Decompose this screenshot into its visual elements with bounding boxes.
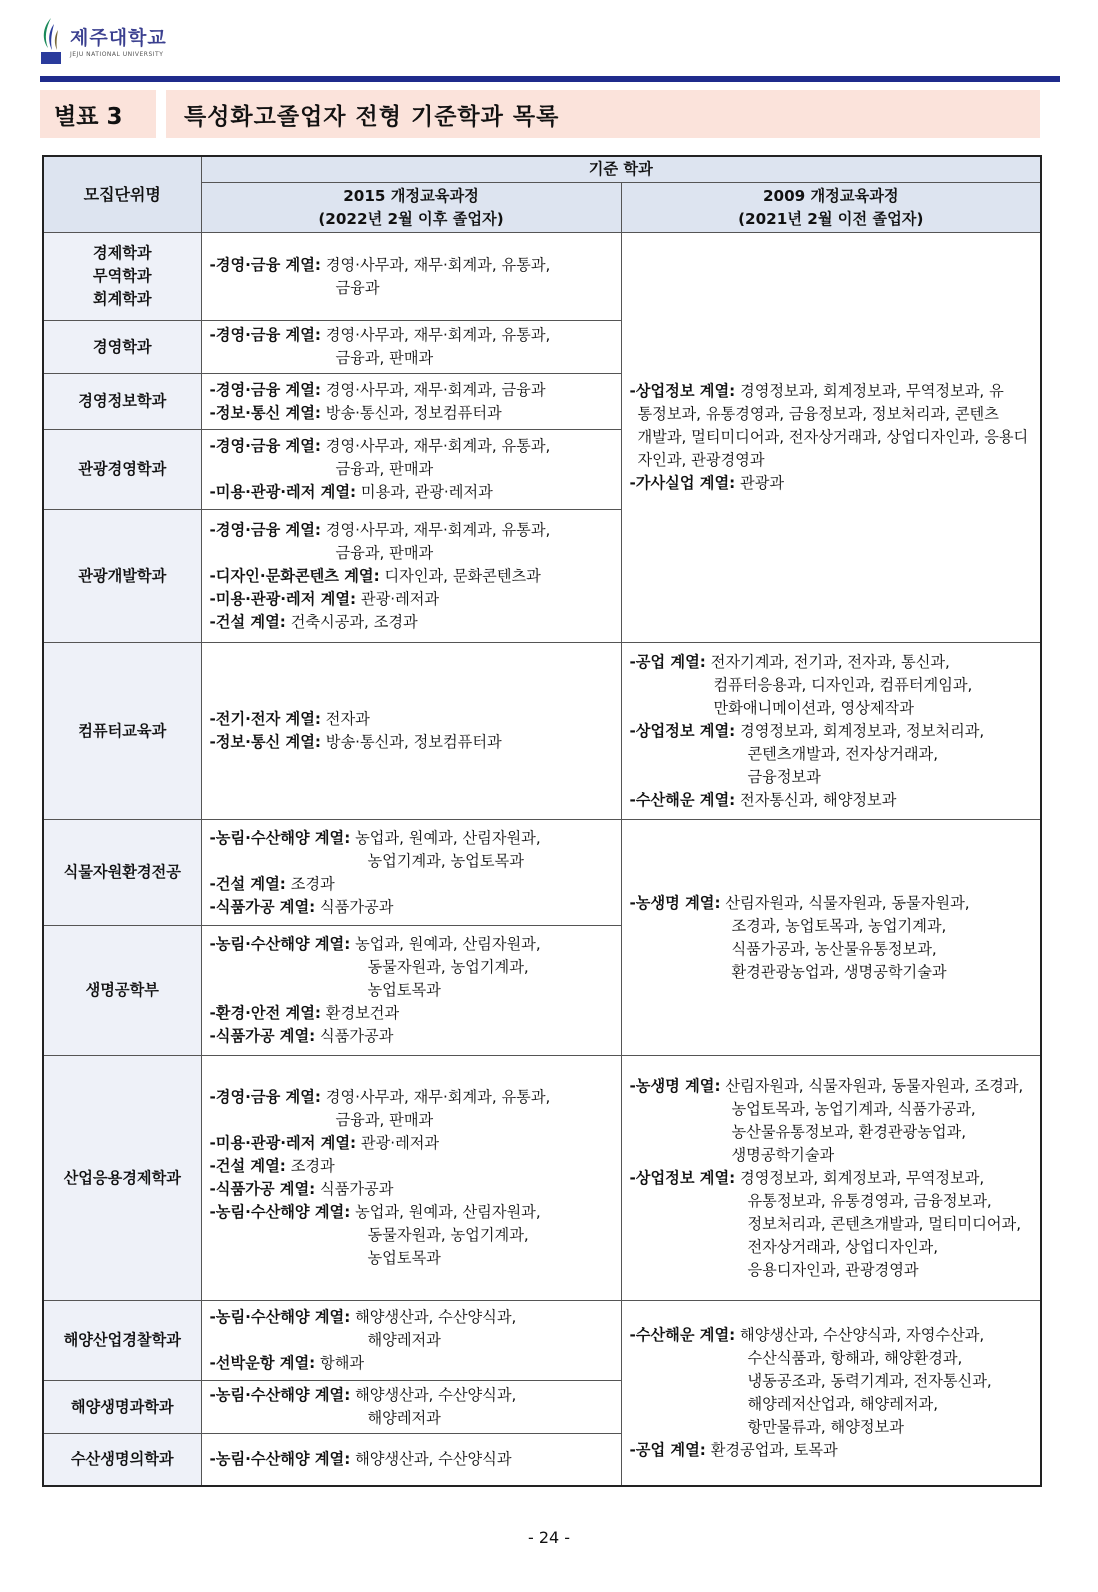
- unit-cell: [43, 233, 201, 321]
- department-list: 해양생산과, 수산양식과,: [355, 1308, 517, 1326]
- criteria-line: [210, 827, 613, 850]
- criteria-line: [210, 1352, 613, 1375]
- criteria-2015-cell: [201, 374, 621, 430]
- criteria-line: [210, 565, 613, 588]
- department-list: 산림자원과, 식물자원과, 동물자원과, 조경과,: [725, 1076, 1024, 1095]
- header-2009: [621, 183, 1041, 233]
- unit-cell: [43, 643, 201, 820]
- criteria-line: 자인과, 관광경영과: [637, 451, 765, 469]
- criteria-line: [210, 873, 613, 896]
- track-label: -선박운항 계열:: [209, 1354, 316, 1372]
- header-group: 기준 학과: [201, 156, 1041, 183]
- track-label: -식품가공 계열:: [209, 1027, 316, 1045]
- criteria-2015-cell: [201, 1301, 621, 1381]
- track-label: -상업정보 계열:: [629, 721, 736, 740]
- criteria-line: [210, 1086, 613, 1109]
- department-list: 농업과, 원예과, 산림자원과,: [355, 1203, 541, 1221]
- department-list: 항해과: [320, 1354, 365, 1372]
- criteria-line: [210, 1178, 613, 1201]
- unit-name: 컴퓨터교육과: [78, 721, 167, 740]
- criteria-line: [210, 1002, 613, 1025]
- header-2009-sub: (2021년 2월 이전 졸업자): [738, 209, 924, 228]
- criteria-line: 해양레저과: [367, 1409, 441, 1427]
- header-unit: 모집단위명: [43, 156, 201, 233]
- unit-name: 해양생명과학과: [70, 1397, 174, 1416]
- unit-name: 경영학과: [92, 337, 152, 356]
- unit-cell: [43, 1056, 201, 1301]
- logo-korean-text: 제주대학교: [70, 26, 167, 49]
- unit-name: 산업응용경제학과: [63, 1168, 181, 1187]
- unit-name: 무역학과: [92, 267, 152, 285]
- unit-cell: [43, 321, 201, 374]
- criteria-line: 응용디자인과, 관광경영과: [747, 1260, 919, 1279]
- criteria-line: 농업토목과: [367, 1249, 441, 1267]
- department-list: 관광과: [740, 474, 785, 492]
- unit-cell: [43, 374, 201, 430]
- criteria-line: [630, 892, 1033, 915]
- criteria-line: 조경과, 농업토목과, 농업기계과,: [731, 916, 947, 935]
- criteria-2015-cell: [201, 233, 621, 321]
- department-list: 조경과: [290, 874, 335, 893]
- track-label: -미용·관광·레저 계열:: [209, 589, 357, 608]
- criteria-line: 금융과, 판매과: [335, 349, 434, 367]
- department-list: 관광·레저과: [360, 1134, 440, 1152]
- criteria-line: 개발과, 멀티미디어과, 전자상거래과, 상업디자인과, 응용디: [637, 428, 1029, 446]
- table-row: [43, 643, 1041, 820]
- criteria-2015-cell: [201, 643, 621, 820]
- page-number: - 24 -: [527, 1528, 571, 1547]
- department-list: 경영·사무과, 재무·회계과, 유통과,: [325, 326, 551, 344]
- unit-name: 생명공학부: [85, 981, 159, 999]
- criteria-line: [210, 402, 613, 425]
- criteria-2015-cell: [201, 1056, 621, 1301]
- track-label: -농생명 계열:: [629, 893, 721, 912]
- unit-cell: [43, 926, 201, 1056]
- department-list: 디자인과, 문화콘텐츠과: [384, 566, 541, 585]
- criteria-line: 통정보과, 유통경영과, 금융정보과, 정보처리과, 콘텐츠: [637, 405, 999, 423]
- department-list: 환경공업과, 토목과: [710, 1440, 838, 1459]
- department-list: 경영정보과, 회계정보과, 정보처리과,: [740, 721, 985, 740]
- criteria-line: [630, 1167, 1033, 1190]
- department-list: 조경과: [290, 1157, 335, 1175]
- table-row: [43, 1301, 1041, 1381]
- criteria-line: [630, 1324, 1033, 1347]
- track-label: -건설 계열:: [209, 1157, 286, 1175]
- department-list: 관광·레저과: [360, 589, 440, 608]
- criteria-line: [210, 1448, 613, 1471]
- criteria-line: 금융과, 판매과: [335, 1111, 434, 1129]
- track-label: -경영·금융 계열:: [209, 1088, 321, 1106]
- table-row: [43, 233, 1041, 321]
- criteria-line: [210, 435, 613, 458]
- department-table: [42, 155, 1042, 1487]
- unit-cell: [43, 430, 201, 510]
- track-label: -경영·금융 계열:: [209, 380, 321, 399]
- criteria-line: [210, 896, 613, 919]
- criteria-line: 농산물유통정보과, 환경관광농업과,: [731, 1122, 967, 1141]
- criteria-line: [630, 380, 1033, 403]
- department-list: 경영정보과, 회계정보과, 무역정보과,: [740, 1168, 985, 1187]
- department-list: 방송·통신과, 정보컴퓨터과: [325, 403, 502, 422]
- criteria-2009-cell: [621, 820, 1041, 1056]
- track-label: -디자인·문화콘텐츠 계열:: [209, 566, 380, 585]
- criteria-line: 농업기계과, 농업토목과: [367, 851, 524, 870]
- department-list: 건축시공과, 조경과: [290, 612, 418, 631]
- track-label: -농림·수산해양 계열:: [209, 935, 351, 953]
- track-label: -상업정보 계열:: [629, 1168, 736, 1187]
- track-label: -정보·통신 계열:: [209, 403, 321, 422]
- unit-name: 식물자원환경전공: [63, 863, 181, 881]
- unit-cell: [43, 1381, 201, 1434]
- track-label: -농생명 계열:: [629, 1076, 721, 1095]
- university-logo: [38, 14, 167, 66]
- criteria-line: [210, 324, 613, 347]
- department-list: 식품가공과: [320, 897, 394, 916]
- criteria-line: 수산식품과, 항해과, 해양환경과,: [747, 1348, 963, 1367]
- department-list: 방송·통신과, 정보컴퓨터과: [325, 733, 502, 751]
- criteria-line: [630, 472, 1033, 495]
- header-2009-title: 2009 개정교육과정: [762, 186, 899, 205]
- department-list: 해양생산과, 수산양식과,: [355, 1386, 517, 1404]
- department-list: 농업과, 원예과, 산림자원과,: [355, 828, 541, 847]
- criteria-line: 항만물류과, 해양정보과: [747, 1417, 904, 1436]
- criteria-line: 컴퓨터응용과, 디자인과, 컴퓨터게임과,: [713, 675, 973, 694]
- track-label: -경영·금융 계열:: [209, 437, 321, 455]
- unit-name: 관광경영학과: [78, 460, 167, 478]
- header-2015-sub: (2022년 2월 이후 졸업자): [318, 209, 504, 228]
- header-2015-title: 2015 개정교육과정: [343, 186, 479, 205]
- track-label: -경영·금융 계열:: [209, 520, 321, 539]
- criteria-line: 냉동공조과, 동력기계과, 전자통신과,: [747, 1371, 992, 1390]
- criteria-line: 만화애니메이션과, 영상제작과: [713, 698, 914, 717]
- department-list: 미용과, 관광·레저과: [360, 483, 493, 501]
- criteria-line: [210, 708, 613, 731]
- department-list: 해양생산과, 수산양식과: [355, 1449, 512, 1468]
- criteria-line: [210, 1384, 613, 1407]
- track-label: -농림·수산해양 계열:: [209, 1449, 351, 1468]
- department-list: 전자기계과, 전기과, 전자과, 통신과,: [710, 652, 950, 671]
- department-list: 전자통신과, 해양정보과: [740, 790, 897, 809]
- unit-cell: [43, 1301, 201, 1381]
- criteria-line: [210, 1306, 613, 1329]
- track-label: -경영·금융 계열:: [209, 326, 321, 344]
- track-label: -농림·수산해양 계열:: [209, 1203, 351, 1221]
- unit-name: 수산생명의학과: [70, 1449, 174, 1468]
- criteria-line: 동물자원과, 농업기계과,: [367, 958, 529, 976]
- unit-name: 경영정보학과: [78, 392, 167, 410]
- criteria-line: [210, 731, 613, 754]
- department-list: 전자과: [325, 710, 370, 728]
- criteria-line: [630, 651, 1033, 674]
- unit-name: 회계학과: [92, 290, 152, 308]
- criteria-line: [630, 1075, 1033, 1098]
- criteria-line: 식품가공과, 농산물유통정보과,: [731, 939, 937, 958]
- criteria-2015-cell: [201, 820, 621, 926]
- criteria-line: 생명공학기술과: [731, 1145, 835, 1164]
- department-list: 식품가공과: [320, 1180, 394, 1198]
- track-label: -수산해운 계열:: [629, 790, 736, 809]
- criteria-line: 금융과: [335, 278, 380, 297]
- department-list: 경영·사무과, 재무·회계과, 유통과,: [325, 1088, 551, 1106]
- criteria-line: [210, 1155, 613, 1178]
- criteria-line: [630, 1439, 1033, 1462]
- track-label: -전기·전자 계열:: [209, 710, 321, 728]
- criteria-line: 동물자원과, 농업기계과,: [367, 1226, 529, 1244]
- criteria-line: 금융과, 판매과: [335, 543, 434, 562]
- criteria-line: 전자상거래과, 상업디자인과,: [747, 1237, 939, 1256]
- criteria-line: [210, 254, 613, 277]
- criteria-line: 농업토목과: [367, 981, 441, 999]
- criteria-2015-cell: [201, 510, 621, 643]
- track-label: -농림·수산해양 계열:: [209, 1308, 351, 1326]
- criteria-2015-cell: [201, 430, 621, 510]
- table-row: [43, 1056, 1041, 1301]
- criteria-2009-cell: [621, 1056, 1041, 1301]
- track-label: -경영·금융 계열:: [209, 255, 321, 274]
- table-row: [43, 820, 1041, 926]
- criteria-line: [210, 1132, 613, 1155]
- track-label: -농림·수산해양 계열:: [209, 1386, 351, 1404]
- track-label: -상업정보 계열:: [629, 382, 736, 400]
- unit-cell: [43, 820, 201, 926]
- criteria-2009-cell: [621, 233, 1041, 643]
- track-label: -미용·관광·레저 계열:: [209, 1134, 357, 1152]
- track-label: -공업 계열:: [629, 652, 706, 671]
- track-label: -농림·수산해양 계열:: [209, 828, 351, 847]
- department-list: 경영·사무과, 재무·회계과, 유통과,: [325, 255, 551, 274]
- criteria-2009-cell: [621, 1301, 1041, 1486]
- page-title: 특성화고졸업자 전형 기준학과 목록: [166, 90, 1040, 138]
- track-label: -건설 계열:: [209, 612, 286, 631]
- criteria-line: [630, 720, 1033, 743]
- track-label: -건설 계열:: [209, 874, 286, 893]
- criteria-2015-cell: [201, 926, 621, 1056]
- track-label: -미용·관광·레저 계열:: [209, 483, 357, 501]
- department-list: 환경보건과: [325, 1004, 400, 1022]
- criteria-line: [210, 519, 613, 542]
- criteria-line: [630, 789, 1033, 812]
- criteria-line: 해양레저산업과, 해양레저과,: [747, 1394, 939, 1413]
- track-label: -가사실업 계열:: [629, 474, 736, 492]
- logo-english-text: JEJU NATIONAL UNIVERSITY: [70, 50, 164, 58]
- university-emblem-icon: [38, 14, 64, 66]
- department-list: 식품가공과: [320, 1027, 394, 1045]
- table-tag: 별표 3: [40, 90, 156, 138]
- department-list: 경영정보과, 회계정보과, 무역정보과, 유: [740, 382, 1004, 400]
- criteria-line: [210, 379, 613, 402]
- track-label: -정보·통신 계열:: [209, 733, 321, 751]
- department-list: 해양생산과, 수산양식과, 자영수산과,: [740, 1325, 985, 1344]
- criteria-line: [210, 588, 613, 611]
- department-list: 경영·사무과, 재무·회계과, 금융과: [325, 380, 546, 399]
- department-list: 농업과, 원예과, 산림자원과,: [355, 935, 541, 953]
- track-label: -수산해운 계열:: [629, 1325, 736, 1344]
- header-2015: [201, 183, 621, 233]
- track-label: -공업 계열:: [629, 1440, 706, 1459]
- unit-name: 관광개발학과: [78, 566, 167, 585]
- department-list: 산림자원과, 식물자원과, 동물자원과,: [725, 893, 970, 912]
- criteria-line: [210, 481, 613, 504]
- criteria-2015-cell: [201, 321, 621, 374]
- criteria-line: [210, 1201, 613, 1224]
- unit-name: 해양산업경찰학과: [63, 1331, 181, 1349]
- criteria-2009-cell: [621, 643, 1041, 820]
- criteria-2015-cell: [201, 1381, 621, 1434]
- criteria-line: 환경관광농업과, 생명공학기술과: [731, 962, 947, 981]
- criteria-line: 금융정보과: [747, 767, 821, 786]
- criteria-line: 농업토목과, 농업기계과, 식품가공과,: [731, 1099, 976, 1118]
- criteria-2015-cell: [201, 1434, 621, 1486]
- track-label: -식품가공 계열:: [209, 897, 316, 916]
- department-list: 경영·사무과, 재무·회계과, 유통과,: [325, 437, 551, 455]
- unit-name: 경제학과: [92, 244, 152, 262]
- track-label: -환경·안전 계열:: [209, 1004, 321, 1022]
- criteria-line: 콘텐츠개발과, 전자상거래과,: [747, 744, 939, 763]
- criteria-line: [210, 611, 613, 634]
- unit-cell: [43, 1434, 201, 1486]
- unit-cell: [43, 510, 201, 643]
- criteria-line: [210, 933, 613, 956]
- criteria-line: 유통정보과, 유통경영과, 금융정보과,: [747, 1191, 992, 1210]
- track-label: -식품가공 계열:: [209, 1180, 316, 1198]
- criteria-line: 정보처리과, 콘텐츠개발과, 멀티미디어과,: [747, 1214, 1022, 1233]
- header-rule: [40, 76, 1060, 82]
- department-list: 경영·사무과, 재무·회계과, 유통과,: [325, 520, 551, 539]
- criteria-line: 금융과, 판매과: [335, 460, 434, 478]
- criteria-line: [210, 1025, 613, 1048]
- criteria-line: 해양레저과: [367, 1331, 441, 1349]
